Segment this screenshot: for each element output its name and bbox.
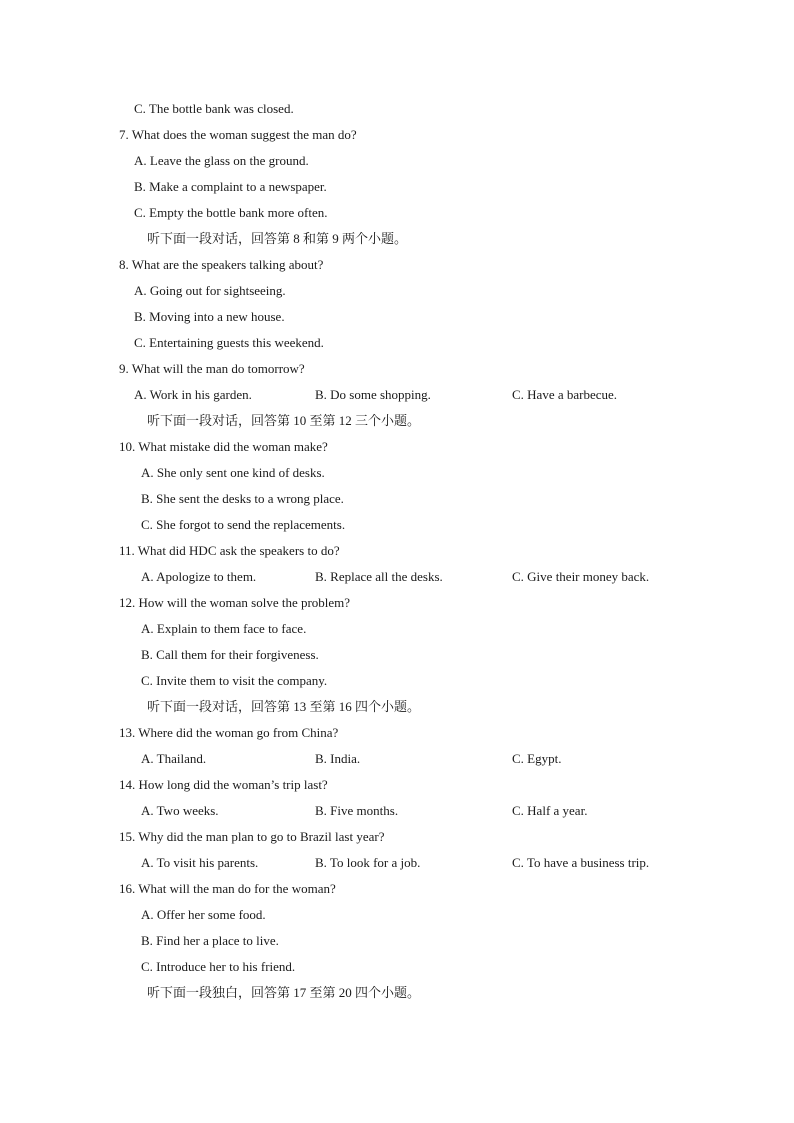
question-stem: 9. What will the man do tomorrow? (119, 361, 305, 376)
answer-option-b: B. Replace all the desks. (315, 569, 443, 584)
answer-option-a: A. Thailand. (141, 751, 207, 766)
answer-option-c: C. Give their money back. (512, 569, 650, 584)
answer-option-b: B. India. (315, 751, 361, 766)
answer-option-a: A. Work in his garden. (134, 387, 252, 402)
answer-option: A. She only sent one kind of desks. (141, 465, 325, 480)
section-instruction: 听下面一段独白，回答第 17 至第 20 四个小题。 (147, 985, 421, 1000)
answer-option: B. Call them for their forgiveness. (141, 647, 319, 662)
section-instruction: 听下面一段对话，回答第 13 至第 16 四个小题。 (147, 699, 421, 714)
question-stem: 13. Where did the woman go from China? (119, 725, 339, 740)
answer-option: C. Introduce her to his friend. (141, 959, 296, 974)
answer-option: B. Find her a place to live. (141, 933, 279, 948)
answer-option: A. Offer her some food. (141, 907, 266, 922)
answer-option: B. Moving into a new house. (134, 309, 285, 324)
answer-option-a: A. Apologize to them. (141, 569, 257, 584)
answer-option: A. Leave the glass on the ground. (134, 153, 309, 168)
section-instruction: 听下面一段对话，回答第 8 和第 9 两个小题。 (147, 231, 408, 246)
question-stem: 10. What mistake did the woman make? (119, 439, 328, 454)
answer-option-b: B. To look for a job. (315, 855, 421, 870)
question-stem: 16. What will the man do for the woman? (119, 881, 336, 896)
answer-option: C. Invite them to visit the company. (141, 673, 328, 688)
answer-option-a: A. Two weeks. (141, 803, 219, 818)
answer-option-b: B. Do some shopping. (315, 387, 431, 402)
question-stem: 14. How long did the woman’s trip last? (119, 777, 328, 792)
answer-option-c: C. Egypt. (512, 751, 562, 766)
answer-option: C. She forgot to send the replacements. (141, 517, 346, 532)
answer-option-a: A. To visit his parents. (141, 855, 259, 870)
question-stem: 12. How will the woman solve the problem? (119, 595, 351, 610)
answer-option: A. Explain to them face to face. (141, 621, 307, 636)
answer-option-c: C. Have a barbecue. (512, 387, 618, 402)
question-stem: 15. Why did the man plan to go to Brazil last year? (119, 829, 385, 844)
answer-option: C. Empty the bottle bank more often. (134, 205, 328, 220)
answer-option: C. Entertaining guests this weekend. (134, 335, 324, 350)
answer-option-c: C. Half a year. (512, 803, 588, 818)
answer-option: C. The bottle bank was closed. (134, 101, 294, 116)
question-stem: 8. What are the speakers talking about? (119, 257, 324, 272)
question-stem: 7. What does the woman suggest the man do? (119, 127, 357, 142)
answer-option: B. Make a complaint to a newspaper. (134, 179, 327, 194)
answer-option-b: B. Five months. (315, 803, 399, 818)
answer-option-c: C. To have a business trip. (512, 855, 650, 870)
question-stem: 11. What did HDC ask the speakers to do? (119, 543, 340, 558)
answer-option: A. Going out for sightseeing. (134, 283, 286, 298)
answer-option: B. She sent the desks to a wrong place. (141, 491, 344, 506)
section-instruction: 听下面一段对话，回答第 10 至第 12 三个小题。 (147, 413, 421, 428)
